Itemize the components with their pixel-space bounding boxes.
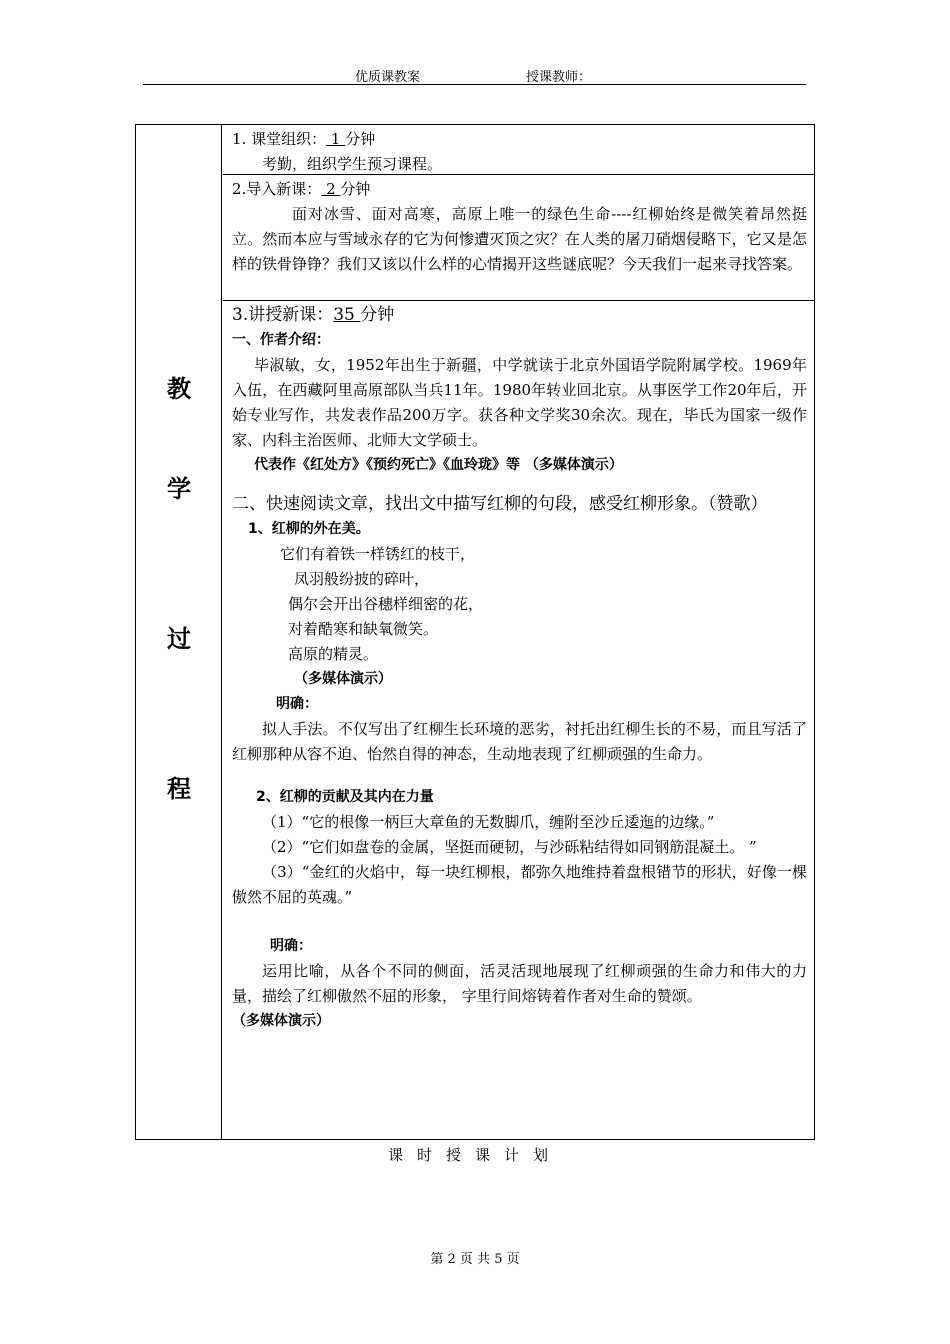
author-bio: 毕淑敏，女，1952年出生于新疆，中学就读于北京外国语学院附属学校。1969年入伍，在西藏阿里高原部队当兵11年。1980年转业回北京。从事医学工作20年后，开始专业写作，共发表作品200万字。获各种文学奖30余次。现在，毕氏为国家一级作家、内科主治医师、北师大文学硕士。 xyxy=(232,356,807,449)
section3-heading xyxy=(232,303,807,328)
section-introduction xyxy=(223,175,815,301)
section3-unit: 分钟 xyxy=(360,305,395,325)
quote-item: （1）“它的根像一柄巨大章鱼的无数脚爪，缠附至沙丘逶迤的边缘。” xyxy=(262,813,715,831)
section-new-lesson xyxy=(223,301,815,1139)
section1-time: 1 xyxy=(326,130,346,148)
section2-content: 面对冰雪、面对高寒，高原上唯一的绿色生命----红柳始终是微笑着昂然挺立。然而本应与雪域永存的它为何惨遭灭顶之灾？在人类的屠刀硝烟侵略下，它又是怎样的铁骨铮铮？我们又该以什么样的心情揭开这些谜底呢？今天我们一起来寻找答案。 xyxy=(232,205,807,273)
vertical-char-3: 过 xyxy=(167,625,191,653)
reading-task: 二、快速阅读文章，找出文中描写红柳的句段，感受红柳形象。（赞歌） xyxy=(232,494,768,514)
header-title: 优质课教案 xyxy=(355,70,421,85)
section2-unit: 分钟 xyxy=(340,180,371,198)
section2-time: 2 xyxy=(321,180,341,198)
page-header xyxy=(143,62,806,85)
beauty-heading: 1、红柳的外在美。 xyxy=(248,521,370,537)
poem-block xyxy=(232,542,807,667)
vertical-char-2: 学 xyxy=(167,475,191,503)
poem-line: 偶尔会开出谷穗样细密的花， xyxy=(288,595,484,613)
footer-title: 课时授课计划 xyxy=(387,1146,562,1164)
clarify-text-2: 运用比喻，从各个不同的侧面，活灵活现地展现了红柳顽强的生命力和伟大的力量，描绘了红柳傲然不屈的形象， 字里行间熔铸着作者对生命的赞颂。 xyxy=(232,962,807,1005)
media-note-2: （多媒体演示） xyxy=(232,1013,330,1029)
left-column xyxy=(136,125,222,1139)
section1-heading xyxy=(232,127,807,152)
power-heading: 2、红柳的贡献及其内在力量 xyxy=(256,789,434,805)
section3-label: 3.讲授新课： xyxy=(232,305,334,325)
vertical-char-4: 程 xyxy=(167,775,191,803)
quote-item: （2）“它们如盘卷的金属，坚挺而硬韧，与沙砾粘结得如同钢筋混凝土。 ” xyxy=(262,838,757,856)
representative-works: 代表作《红处方》《预约死亡》《血玲珑》等 （多媒体演示） xyxy=(254,457,623,473)
vertical-char-1: 教 xyxy=(167,375,191,403)
section1-unit: 分钟 xyxy=(345,130,376,148)
clarify-label-2: 明确： xyxy=(270,938,312,954)
author-heading: 一、作者介绍： xyxy=(232,332,330,348)
section1-content: 考勤，组织学生预习课程。 xyxy=(262,155,443,173)
poem-line: 凤羽般纷披的碎叶， xyxy=(294,570,430,588)
section3-time: 35 xyxy=(333,305,361,325)
clarify-text-1: 拟人手法。不仅写出了红柳生长环境的恶劣，衬托出红柳生长的不易，而且写活了红柳那种从容不迫、怡然自得的神态，生动地表现了红柳顽强的生命力。 xyxy=(232,720,807,763)
header-teacher-label: 授课教师： xyxy=(526,70,592,85)
quote-item: （3）“金红的火焰中，每一块红柳根，都弥久地维持着盘根错节的形状，好像一棵傲然不屈的英魂。” xyxy=(232,863,807,906)
clarify-label-1: 明确： xyxy=(276,696,318,712)
section-class-organization xyxy=(223,125,815,175)
poem-line: 高原的精灵。 xyxy=(288,645,379,663)
media-note-1: （多媒体演示） xyxy=(294,671,392,687)
lesson-table xyxy=(135,124,815,1140)
poem-line: 对着酷寒和缺氧微笑。 xyxy=(288,620,439,638)
section2-label: 2.导入新课： xyxy=(232,180,322,198)
page-number: 第 2 页 共 5 页 xyxy=(430,1252,520,1267)
poem-line: 它们有着铁一样锈红的枝干， xyxy=(280,545,476,563)
section2-heading xyxy=(232,177,807,202)
section1-label: 1. 课堂组织： xyxy=(232,130,327,148)
